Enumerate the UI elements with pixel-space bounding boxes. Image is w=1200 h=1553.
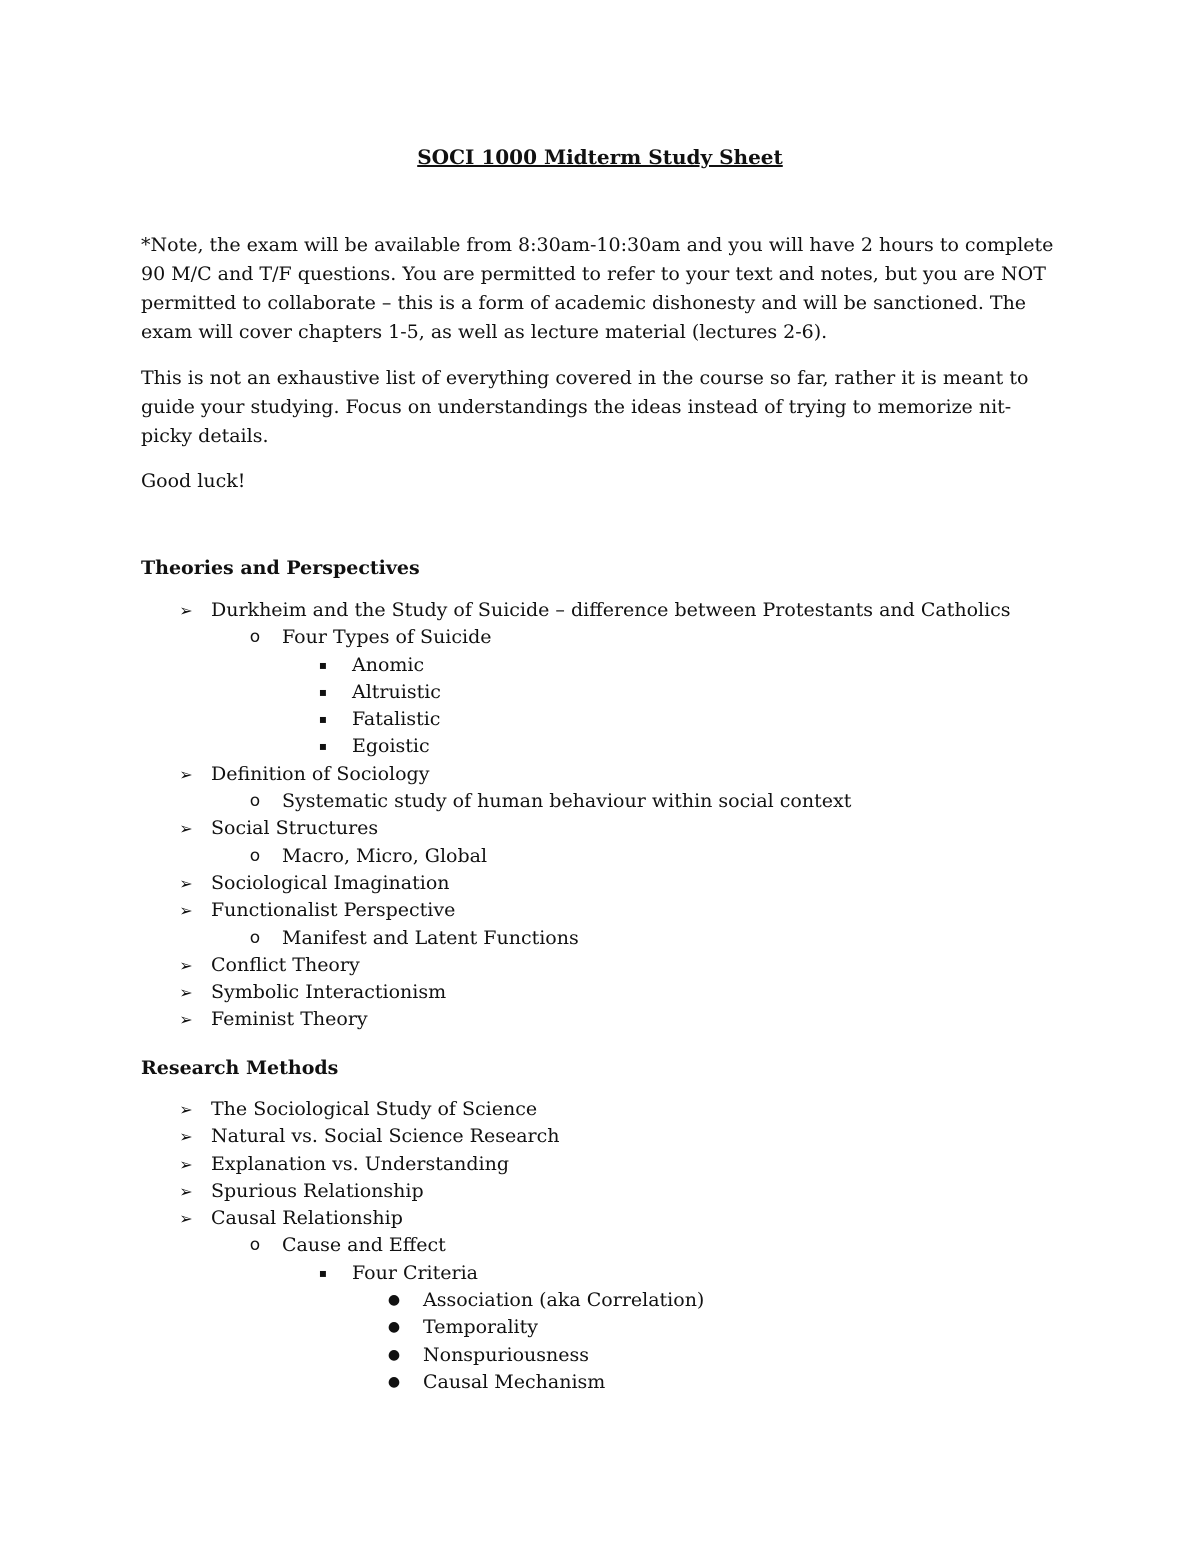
- outline-item-text: Durkheim and the Study of Suicide – difference between Protestants and Catholics: [211, 599, 1011, 621]
- circle-bullet-icon: o: [249, 927, 261, 948]
- outline-item-text: Manifest and Latent Functions: [282, 926, 579, 949]
- outline-item-text: The Sociological Study of Science: [211, 1098, 538, 1120]
- outline-item-text: Explanation vs. Understanding: [211, 1152, 510, 1175]
- outline-item-text: Feminist Theory: [211, 1008, 368, 1031]
- square-bullet-icon: ▪: [318, 657, 328, 672]
- arrowhead-bullet-icon: ➢: [179, 1100, 193, 1119]
- study-guidance-paragraph: This is not an exhaustive list of everything covered in the course so far, rather it is meant to guide your studying. Focus on understandings the ideas instead of trying to memorize nit-picky details.: [141, 367, 1029, 447]
- dot-bullet-icon: ●: [387, 1319, 401, 1336]
- square-bullet-icon: ▪: [318, 1265, 328, 1280]
- section-heading-theories: Theories and Perspectives: [141, 557, 420, 579]
- exam-note-paragraph: *Note, the exam will be available from 8:30am-10:30am and you will have 2 hours to complete 90 M/C and T/F questions. You are permitted to refer to your text and notes, but you are NOT permitted to collaborate – this is a form of academic dishonesty and will be sanctioned. The exam will cover chapters 1-5, as well as lecture material (lectures 2-6).: [141, 234, 1054, 343]
- circle-bullet-icon: o: [249, 1235, 261, 1256]
- outline-item-text: Systematic study of human behaviour within social context: [282, 790, 852, 813]
- outline-item-text: Conflict Theory: [211, 953, 360, 976]
- arrowhead-bullet-icon: ➢: [179, 901, 193, 921]
- arrowhead-bullet-icon: ➢: [179, 1154, 193, 1174]
- outline-item-text: Natural vs. Social Science Research: [211, 1125, 560, 1148]
- arrowhead-bullet-icon: ➢: [179, 955, 193, 975]
- square-bullet-icon: ▪: [318, 739, 328, 754]
- document-title: SOCI 1000 Midterm Study Sheet: [417, 145, 783, 169]
- outline-item-text: Functionalist Perspective: [211, 899, 456, 922]
- arrowhead-bullet-icon: ➢: [179, 1181, 193, 1201]
- circle-bullet-icon: o: [249, 627, 261, 648]
- arrowhead-bullet-icon: ➢: [179, 819, 193, 839]
- outline-item-text: Symbolic Interactionism: [211, 981, 447, 1004]
- outline-item-text: Social Structures: [211, 817, 379, 840]
- outline-item-text: Causal Mechanism: [423, 1370, 606, 1393]
- section-heading-research-methods: Research Methods: [141, 1057, 339, 1079]
- arrowhead-bullet-icon: ➢: [179, 601, 193, 620]
- arrowhead-bullet-icon: ➢: [179, 1209, 193, 1229]
- outline-item-text: Altruistic: [352, 680, 441, 703]
- arrowhead-bullet-icon: ➢: [179, 873, 193, 893]
- outline-item-text: Four Criteria: [352, 1261, 479, 1284]
- outline-item-text: Sociological Imagination: [211, 871, 450, 894]
- outline-item-text: Definition of Sociology: [211, 762, 430, 785]
- arrowhead-bullet-icon: ➢: [179, 1127, 193, 1147]
- outline-item-text: Association (aka Correlation): [423, 1289, 705, 1312]
- circle-bullet-icon: o: [249, 845, 261, 866]
- arrowhead-bullet-icon: ➢: [179, 983, 193, 1003]
- circle-bullet-icon: o: [249, 791, 261, 812]
- outline-item-text: Nonspuriousness: [423, 1343, 590, 1366]
- outline-item-text: Spurious Relationship: [211, 1179, 424, 1202]
- outline-item-text: Egoistic: [352, 735, 430, 758]
- outline-item-text: Fatalistic: [352, 708, 441, 731]
- square-bullet-icon: ▪: [318, 684, 328, 699]
- arrowhead-bullet-icon: ➢: [179, 1010, 193, 1030]
- outline-item-text: Cause and Effect: [282, 1234, 446, 1257]
- outline-item-text: Temporality: [423, 1316, 538, 1339]
- outline-item-text: Four Types of Suicide: [282, 626, 492, 649]
- outline-item-text: Anomic: [352, 653, 425, 676]
- dot-bullet-icon: ●: [387, 1373, 401, 1390]
- outline-item-text: Causal Relationship: [211, 1207, 403, 1230]
- dot-bullet-icon: ●: [387, 1292, 401, 1309]
- arrowhead-bullet-icon: ➢: [179, 764, 193, 784]
- square-bullet-icon: ▪: [318, 712, 328, 727]
- dot-bullet-icon: ●: [387, 1346, 401, 1363]
- outline-item-text: Macro, Micro, Global: [282, 844, 488, 867]
- closing-line: Good luck!: [141, 470, 246, 492]
